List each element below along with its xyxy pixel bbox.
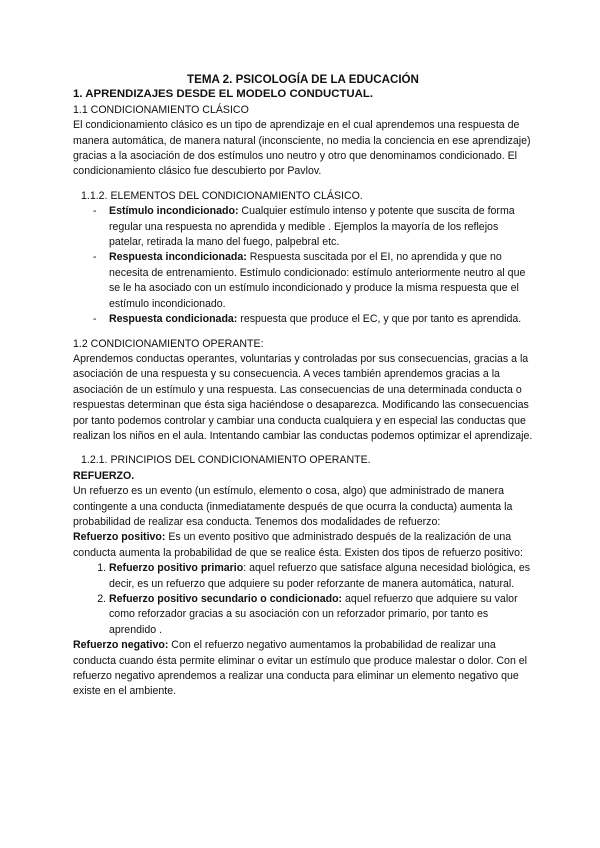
list-item-text: aquel refuerzo que adquiere su valor como reforzador gracias a su asociación con un reforzador primario, por tanto es aprendido . xyxy=(109,593,518,636)
list-item xyxy=(109,204,533,250)
section-1-1-2-heading: 1.1.2. ELEMENTOS DEL CONDICIONAMIENTO CLÁSICO. xyxy=(81,189,363,202)
list-item-term: Refuerzo positivo secundario o condicionado: xyxy=(109,593,343,605)
section-1-2-heading: 1.2 CONDICIONAMIENTO OPERANTE: xyxy=(73,337,264,350)
list-item-term: Estímulo incondicionado: xyxy=(109,205,239,218)
list-item xyxy=(109,250,533,312)
list-item-text: : aquel refuerzo que satisface alguna necesidad biológica, es decir, es un refuerzo que adquiere su poder reforzante de manera automática, natural. xyxy=(109,562,531,590)
list-item-term: Refuerzo positivo primario xyxy=(109,562,244,575)
document-title: TEMA 2. PSICOLOGÍA DE LA EDUCACIÓN xyxy=(187,73,419,86)
section-1-1-heading: 1.1 CONDICIONAMIENTO CLÁSICO xyxy=(73,103,249,116)
list-item-text: Cualquier estímulo intenso y potente que suscita de forma regular una respuesta no aprendida y medible . Ejemplos la mayoría de los reflejos patelar, retirada la mano del fuego, palpebral etc. xyxy=(109,205,515,249)
refuerzo-heading: REFUERZO. xyxy=(73,469,135,482)
section-1-heading: 1. APRENDIZAJES DESDE EL MODELO CONDUCTUAL. xyxy=(73,88,373,101)
document-body xyxy=(73,72,533,700)
list-item-term: Respuesta incondicionada: xyxy=(109,251,247,264)
refuerzo-negativo-term: Refuerzo negativo: xyxy=(73,639,169,652)
section-1-2-paragraph: Aprendemos conductas operantes, voluntarias y controladas por sus consecuencias, gracias a la asociación de una respuesta y su consecuencia. A veces también aprendemos gracias a la asociación de un estímulo y una respuesta. Las consecuencias de una determinada conducta o respuestas determinan que ésta siga haciéndose o desaparezca. Modificando las consecuencias por tanto podemos controlar y cambiar una conducta cualquiera y en especial las conductas que realizan los niños en el aula. Intentando cambiar las conductas podemos optimizar el aprendizaje. xyxy=(73,352,533,442)
section-1-2-1-heading: 1.2.1. PRINCIPIOS DEL CONDICIONAMIENTO OPERANTE. xyxy=(81,454,371,467)
list-item-term: Respuesta condicionada: xyxy=(109,313,238,326)
list-item xyxy=(109,561,533,592)
list-item xyxy=(109,592,533,638)
refuerzo-positivo-term: Refuerzo positivo: xyxy=(73,531,166,544)
section-1-1-paragraph: El condicionamiento clásico es un tipo de aprendizaje en el cual aprendemos una respuesta de manera automática, de manera natural (inconsciente, no media la conciencia en ese aprendizaje) gracias a la asociación de dos estímulos uno neutro y otro que denominamos condicionado. El condicionamiento clásico fue descubierto por Pavlov. xyxy=(73,119,531,178)
tipos-refuerzo-list xyxy=(73,561,533,638)
refuerzo-negativo-paragraph xyxy=(73,638,533,700)
refuerzo-negativo-text: Con el refuerzo negativo aumentamos la probabilidad de realizar una conducta cuando ésta permite eliminar o evitar un estímulo que produce malestar o dolor. Con el refuerzo negativo aprendemos a realizar una conducta para eliminar un elemento negativo que existe en el ambiente. xyxy=(73,639,528,698)
list-item xyxy=(109,312,533,327)
list-item-text: respuesta que produce el EC, y que por tanto es aprendida. xyxy=(237,313,522,326)
refuerzo-positivo-text: Es un evento positivo que administrado después de la realización de una conducta aumenta la probabilidad de que se realice ésta. Existen dos tipos de refuerzo positivo: xyxy=(73,531,523,559)
elements-list xyxy=(73,204,533,327)
refuerzo-positivo-paragraph xyxy=(73,530,533,561)
refuerzo-paragraph: Un refuerzo es un evento (un estímulo, elemento o cosa, algo) que administrado de manera contingente a una conducta (inmediatamente después de que ocurra la conducta) aumenta la probabilidad de realizar esa conducta. Tenemos dos modalidades de refuerzo: xyxy=(73,485,513,528)
list-item-text: Respuesta suscitada por el EI, no aprendida y que no necesita de entrenamiento. Estímulo condicionado: estímulo anteriormente neutro al que se le ha asociado con un estímulo incondicionado y produce la misma respuesta que el estímulo incondicionado. xyxy=(109,251,526,310)
